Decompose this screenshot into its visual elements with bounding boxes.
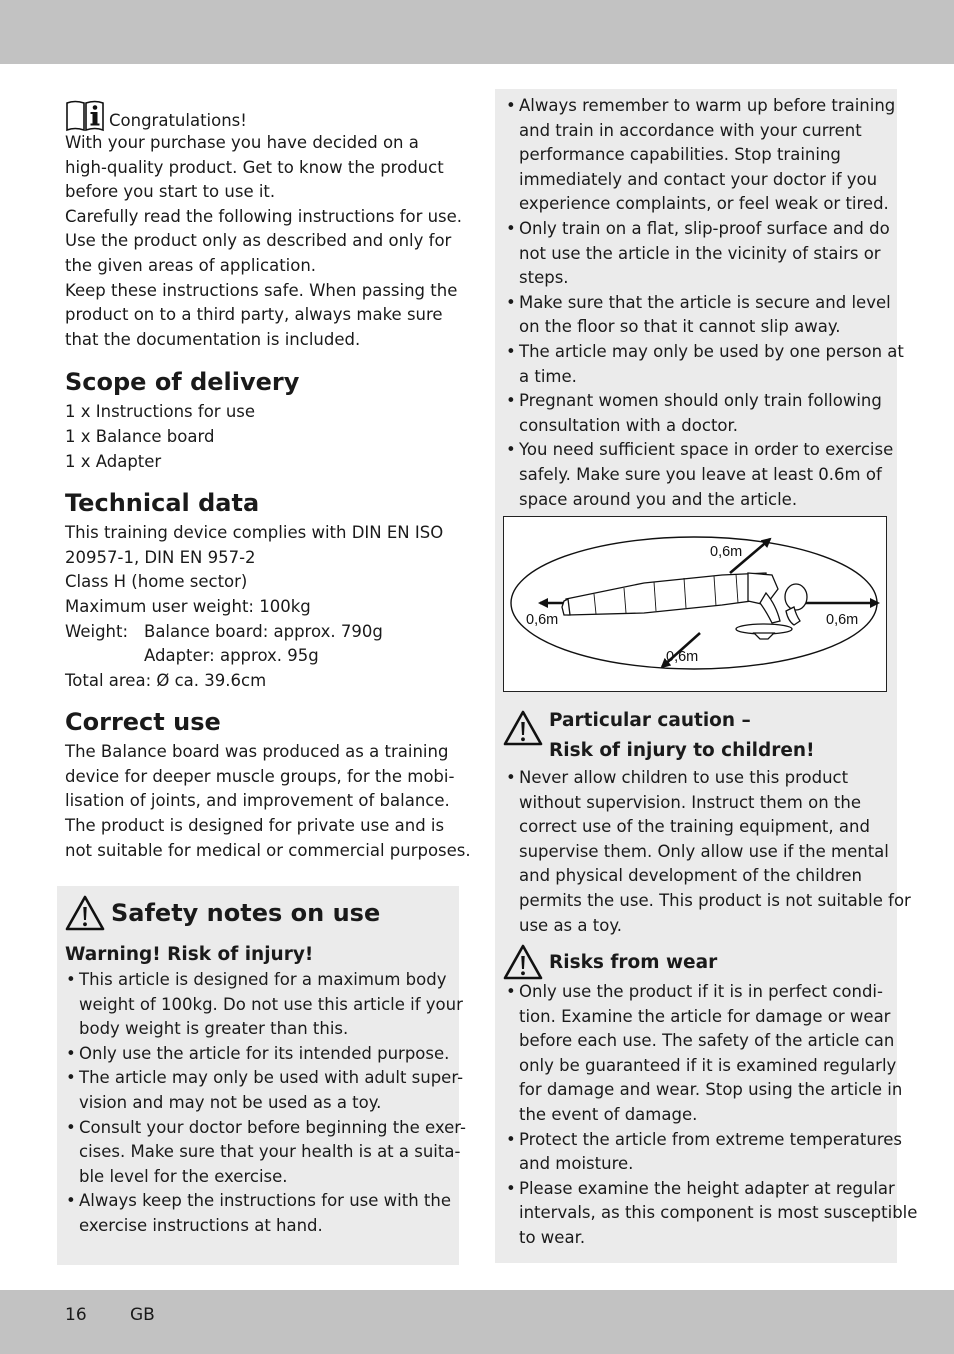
bullet-line: • Always keep the instructions for use with the — [79, 1191, 451, 1211]
space-diagram — [503, 516, 887, 692]
general-safety-bullets — [505, 94, 904, 512]
wear-bullets — [505, 980, 918, 1251]
wear-heading — [503, 946, 893, 980]
distance-label-left: 0,6m — [526, 612, 559, 628]
right-column — [505, 94, 904, 512]
bullet-line: • Always remember to warm up before training — [519, 96, 896, 115]
intro-line: Use the product only as described and only for — [65, 231, 452, 251]
space-diagram-illustration — [504, 517, 885, 690]
list-item — [65, 1189, 455, 1238]
technical-line: This training device complies with DIN EN ISO — [65, 523, 444, 543]
list-item — [505, 291, 893, 340]
bullet-line: • Pregnant women should only train following — [519, 391, 882, 411]
correct-use-title: Correct use — [65, 708, 221, 737]
bullet-line: only be guaranteed if it is examined regularly — [519, 1055, 897, 1075]
list-item — [505, 766, 911, 938]
list-item — [505, 94, 896, 217]
children-heading — [503, 706, 893, 766]
scope-list — [65, 400, 453, 474]
bullet-line: cises. Make sure that your health is at a suita- — [79, 1142, 461, 1162]
intro-line: Carefully read the following instructions for use. — [65, 206, 463, 226]
bullet-line: • Only train on a flat, slip-proof surface and do — [519, 218, 890, 238]
warning-triangle-icon — [503, 944, 543, 980]
distance-label-top: 0,6m — [710, 544, 743, 560]
bullet-line: ble level for the exercise. — [79, 1166, 288, 1186]
bullet-line: performance capabilities. Stop training — [519, 145, 841, 165]
correct-use-line: The product is designed for private use and is — [65, 816, 445, 836]
weight-adapter: Adapter: approx. 95g — [144, 646, 319, 666]
technical-line: Class H (home sector) — [65, 572, 248, 592]
bullet-line: vision and may not be used as a toy. — [79, 1092, 382, 1112]
total-area: Total area: Ø ca. 39.6cm — [65, 670, 267, 690]
left-column — [65, 96, 471, 863]
technical-text — [65, 521, 453, 693]
header-bar — [0, 0, 954, 64]
technical-line: Maximum user weight: 100kg — [65, 596, 311, 616]
bullet-line: • You need sufficient space in order to exercise — [519, 440, 894, 460]
scope-item: 1 x Balance board — [65, 426, 215, 446]
bullet-line: immediately and contact your doctor if you — [519, 169, 878, 189]
bullet-line: for damage and wear. Stop using the article in — [519, 1080, 903, 1100]
bullet-line: • Please examine the height adapter at regular — [519, 1178, 895, 1198]
bullet-line: body weight is greater than this. — [79, 1019, 349, 1039]
list-item — [65, 1042, 455, 1067]
warning-triangle-icon — [503, 710, 543, 746]
distance-label-bottom: 0,6m — [666, 649, 699, 665]
list-item — [505, 1177, 918, 1251]
bullet-line: • The article may only be used by one person at — [519, 341, 904, 361]
intro-line: high-quality product. Get to know the product — [65, 157, 444, 177]
children-bullets — [505, 766, 911, 938]
safety-section — [65, 894, 466, 1239]
warning-triangle-icon — [65, 895, 105, 931]
bullet-line: a time. — [519, 366, 577, 386]
bullet-line: correct use of the training equipment, and — [519, 817, 870, 837]
children-title-line2: Risk of injury to children! — [549, 740, 815, 761]
correct-use-line: lisation of joints, and improvement of balance. — [65, 791, 450, 811]
bullet-line: tion. Examine the article for damage or wear — [519, 1006, 891, 1026]
weight-label: Weight: — [65, 621, 129, 641]
technical-line: 20957-1, DIN EN 957-2 — [65, 547, 256, 567]
bullet-line: to wear. — [519, 1227, 586, 1247]
bullet-line: space around you and the article. — [519, 489, 798, 509]
list-item — [65, 1066, 464, 1115]
safety-heading — [65, 894, 455, 932]
scope-title: Scope of delivery — [65, 368, 300, 397]
bullet-line: • The article may only be used with adult super- — [79, 1068, 464, 1088]
bullet-line: before each use. The safety of the article can — [519, 1031, 895, 1051]
bullet-line: and train in accordance with your current — [519, 120, 862, 140]
intro-line: before you start to use it. — [65, 182, 276, 202]
bullet-line: permits the use. This product is not suitable for — [519, 890, 911, 910]
intro-line: the given areas of application. — [65, 255, 317, 275]
correct-use-line: device for deeper muscle groups, for the mobi- — [65, 766, 455, 786]
bullet-line: • Never allow children to use this product — [519, 768, 849, 787]
intro-heading — [65, 96, 453, 132]
list-item — [65, 1116, 466, 1190]
bullet-line: • Make sure that the article is secure and level — [519, 292, 891, 312]
info-book-icon — [65, 98, 105, 132]
list-item — [505, 980, 903, 1128]
list-item — [505, 389, 893, 438]
bullet-line: weight of 100kg. Do not use this article if your — [79, 994, 463, 1014]
weight-row — [65, 620, 453, 645]
list-item — [505, 438, 893, 512]
weight-label-spacer — [65, 644, 144, 669]
technical-title: Technical data — [65, 489, 260, 518]
bullet-line: the event of damage. — [519, 1104, 698, 1124]
bullet-line: intervals, as this component is most susceptible — [519, 1203, 918, 1223]
correct-use-text — [65, 740, 471, 863]
correct-use-line: The Balance board was produced as a training — [65, 742, 449, 762]
bullet-line: without supervision. Instruct them on the — [519, 792, 861, 812]
bullet-line: on the floor so that it cannot slip away. — [519, 317, 841, 337]
weight-board: Balance board: approx. 790g — [144, 621, 383, 641]
bullet-line: steps. — [519, 268, 569, 288]
bullet-line: and physical development of the children — [519, 866, 862, 886]
intro-line: Keep these instructions safe. When passing the — [65, 280, 458, 300]
distance-label-right: 0,6m — [826, 612, 859, 628]
bullet-line: supervise them. Only allow use if the mental — [519, 841, 889, 861]
safety-title: Safety notes on use — [111, 899, 381, 927]
wear-title: Risks from wear — [549, 952, 718, 973]
page-number: 16 — [65, 1305, 87, 1325]
bullet-line: not use the article in the vicinity of stairs or — [519, 243, 881, 263]
bullet-line: experience complaints, or feel weak or tired. — [519, 194, 889, 214]
intro-line: product on to a third party, always make sure — [65, 305, 443, 325]
children-section — [503, 706, 911, 938]
warning-title: Warning! Risk of injury! — [65, 944, 314, 965]
scope-item: 1 x Adapter — [65, 451, 162, 471]
children-title-line1: Particular caution – — [549, 710, 751, 731]
bullet-line: consultation with a doctor. — [519, 415, 739, 435]
scope-item: 1 x Instructions for use — [65, 402, 256, 422]
intro-line: that the documentation is included. — [65, 329, 361, 349]
page-language: GB — [130, 1305, 155, 1325]
intro-title: Congratulations! — [109, 111, 247, 130]
list-item — [505, 340, 904, 389]
bullet-line: • Consult your doctor before beginning the exer- — [79, 1117, 466, 1137]
list-item — [505, 1128, 902, 1177]
bullet-line: and moisture. — [519, 1154, 634, 1174]
safety-bullets — [65, 968, 466, 1239]
bullet-line: use as a toy. — [519, 915, 622, 935]
intro-line: With your purchase you have decided on a — [65, 133, 419, 152]
bullet-line: • Protect the article from extreme temperatures — [519, 1129, 902, 1149]
intro-text — [65, 131, 463, 352]
list-item — [65, 968, 463, 1042]
list-item — [505, 217, 893, 291]
bullet-line: exercise instructions at hand. — [79, 1215, 323, 1235]
correct-use-line: not suitable for medical or commercial purposes. — [65, 840, 471, 860]
wear-section — [503, 946, 918, 1251]
weight-row — [65, 644, 453, 669]
bullet-line: • This article is designed for a maximum body — [79, 970, 447, 989]
bullet-line: • Only use the article for its intended purpose. — [79, 1043, 450, 1063]
bullet-line: safely. Make sure you leave at least 0.6m of — [519, 464, 882, 484]
bullet-line: • Only use the product if it is in perfect condi- — [519, 982, 883, 1001]
